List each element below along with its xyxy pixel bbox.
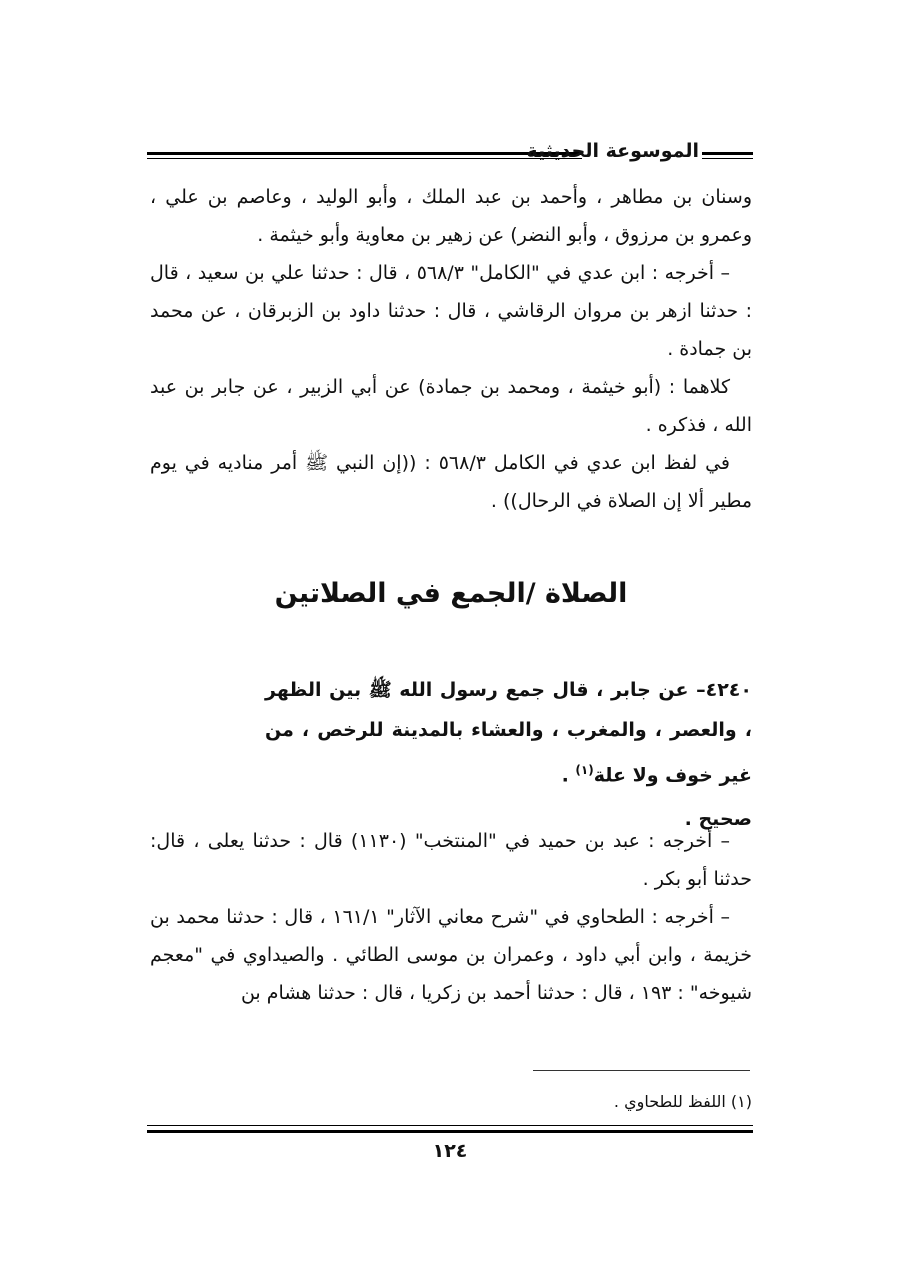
paragraph: كلاهما : (أبو خيثمة ، ومحمد بن جمادة) عن أبي الزبير ، عن جابر بن عبد الله ، فذكره . (150, 376, 752, 436)
top-text-block (150, 178, 752, 520)
page-header (147, 140, 753, 170)
section-heading: الصلاة /الجمع في الصلاتين (274, 578, 628, 609)
footnote-rule (533, 1070, 750, 1071)
header-rule-left (147, 152, 582, 159)
footer-rule (147, 1125, 753, 1133)
header-rule-right (702, 152, 753, 159)
page-number: ١٢٤ (432, 1140, 468, 1162)
paragraph: – أخرجه : ابن عدي في "الكامل" ٥٦٨/٣ ، قال : حدثنا علي بن سعيد ، قال : حدثنا ازهر بن مروان الرقاشي ، قال : حدثنا داود بن الزبرقان ، عن محمد بن جمادة . (150, 262, 752, 360)
paragraph: – أخرجه : عبد بن حميد في "المنتخب" (١١٣٠) قال : حدثنا يعلى ، قال: حدثنا أبو بكر . (150, 830, 752, 890)
footnote-ref: (١) (575, 763, 594, 777)
paragraph: – أخرجه : الطحاوي في "شرح معاني الآثار" ١٦١/١ ، قال : حدثنا محمد بن خزيمة ، وابن أبي داود ، وعمران بن موسى الطائي . والصيداوي في "معجم شيوخه" : ١٩٣ ، قال : حدثنا أحمد بن زكريا ، قال : حدثنا هشام بن (150, 906, 752, 1004)
hadith-block (150, 670, 752, 839)
footnote: (١) اللفظ للطحاوي . (613, 1092, 752, 1111)
hadith-text: ٤٢٤٠– عن جابر ، قال جمع رسول الله ﷺ بين الظهر ، والعصر ، والمغرب ، والعشاء بالمدينة للرخص ، من غير خوف ولا علة (265, 679, 752, 787)
book-title: الموسوعة الحديثية (526, 140, 699, 162)
paragraph: في لفظ ابن عدي في الكامل ٥٦٨/٣ : ((إن النبي ﷺ أمر مناديه في يوم مطير ألا إن الصلاة في الرحال)) . (150, 452, 752, 512)
hadith-end: . (561, 764, 576, 787)
paragraph: وسنان بن مطاهر ، وأحمد بن عبد الملك ، وأبو الوليد ، وعاصم بن علي ، وعمرو بن مرزوق ، وأبو النضر) عن زهير بن معاوية وأبو خيثمة . (150, 186, 752, 246)
bottom-text-block (150, 822, 752, 1012)
hadith-grade: صحيح . (684, 808, 752, 831)
